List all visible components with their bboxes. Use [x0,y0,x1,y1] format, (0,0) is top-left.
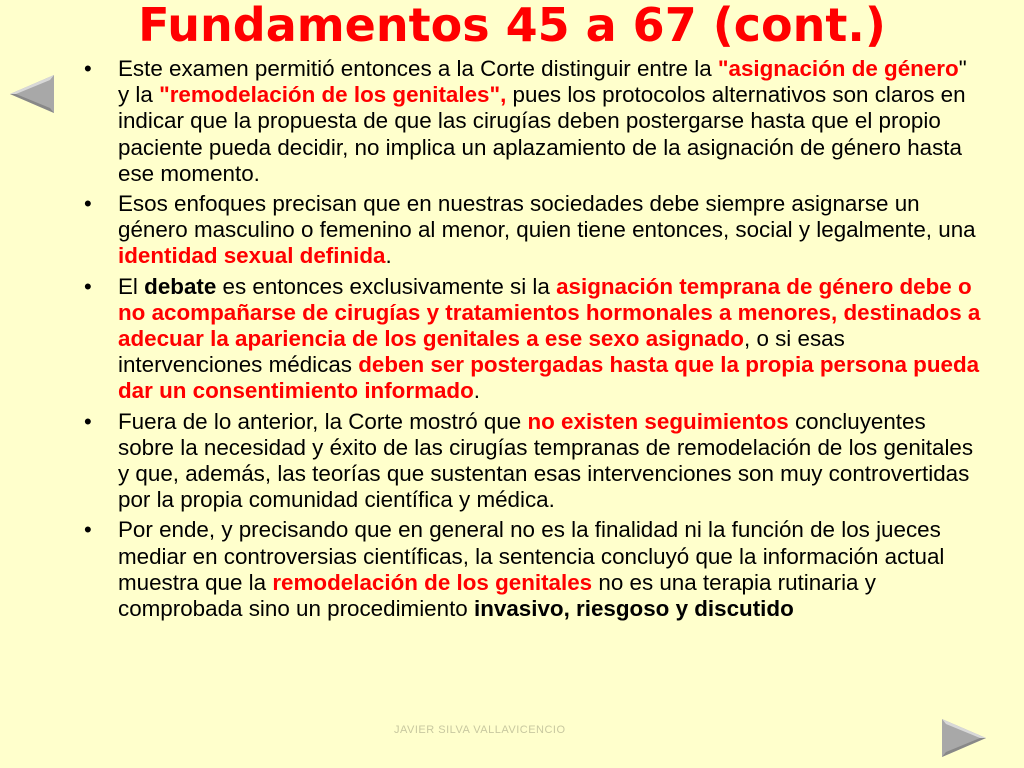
highlight-text: "asignación de género [717,56,959,81]
bullet-text: . [473,378,481,404]
bullet-text: Por ende, y precisando que en general no es la finalidad ni la función de los jueces mediar en controversias científicas, la sentencia concluyó que la información actual muestra que la [118,517,945,595]
bold-text: debate [144,273,217,299]
bullet-text: es entonces exclusivamente si la [216,273,557,299]
highlight-text: "remodelación de los genitales", [159,82,507,108]
bullet-text: no es una terapia rutinaria y comprobada sino un procedimiento [118,569,876,622]
bullet-marker: • [84,273,92,299]
highlight-text: remodelación de los genitales [272,569,593,595]
bullet-item-2 [84,191,984,270]
bullet-item-1 [84,56,984,187]
highlight-text: identidad sexual definida [118,243,386,269]
bullet-item-4 [84,409,984,514]
triangle-right-icon [938,716,990,760]
bullet-text: Este examen permitió entonces a la Corte distinguir entre la [118,56,718,81]
bullet-text: El [118,273,145,299]
bullet-marker: • [84,56,92,81]
bullet-text: Fuera de lo anterior, la Corte mostró que [118,408,528,434]
bullet-text: " y la [118,56,967,108]
triangle-left-icon [6,72,58,116]
bullet-marker: • [84,408,92,434]
bullet-text: Esos enfoques precisan que en nuestras sociedades debe siempre asignarse un género masculino o femenino al menor, quien tiene entonces, social y legalmente, una [118,191,976,243]
highlight-text: no existen seguimientos [527,408,789,434]
bold-text: invasivo, riesgoso y discutido [473,596,794,622]
bullet-marker: • [84,517,92,543]
bullet-text: pues los protocolos alternativos son claros en indicar que la propuesta de que las cirugías deben postergarse hasta que el propio paciente pueda decidir, no implica un aplazamiento de la asignación de género hasta ese momento. [118,82,966,186]
bullet-marker: • [84,191,92,217]
previous-slide-button[interactable] [6,72,58,116]
bullet-item-3 [84,274,984,405]
highlight-text: asignación temprana de género debe o no acompañarse de cirugías y tratamientos hormonales a menores, destinados a adecuar la apariencia de los genitales a ese sexo asignado [118,273,981,352]
next-slide-button[interactable] [938,716,990,760]
bullet-text: . [385,243,392,269]
bullet-text: concluyentes sobre la necesidad y éxito de las cirugías tempranas de remodelación de los genitales y que, además, las teorías que sustentan esas intervenciones son muy controvertidas por la propia comunidad científica y médica. [118,408,974,513]
slide-footer: JAVIER SILVA VALLAVICENCIO [394,724,566,736]
slide-title: Fundamentos 45 a 67 (cont.) [138,0,886,52]
highlight-text: deben ser postergadas hasta que la propia persona pueda dar un consentimiento informado [118,352,980,404]
bullet-item-5 [84,517,984,622]
bullet-list [84,56,984,626]
bullet-text: , o si esas intervenciones médicas [118,326,845,378]
